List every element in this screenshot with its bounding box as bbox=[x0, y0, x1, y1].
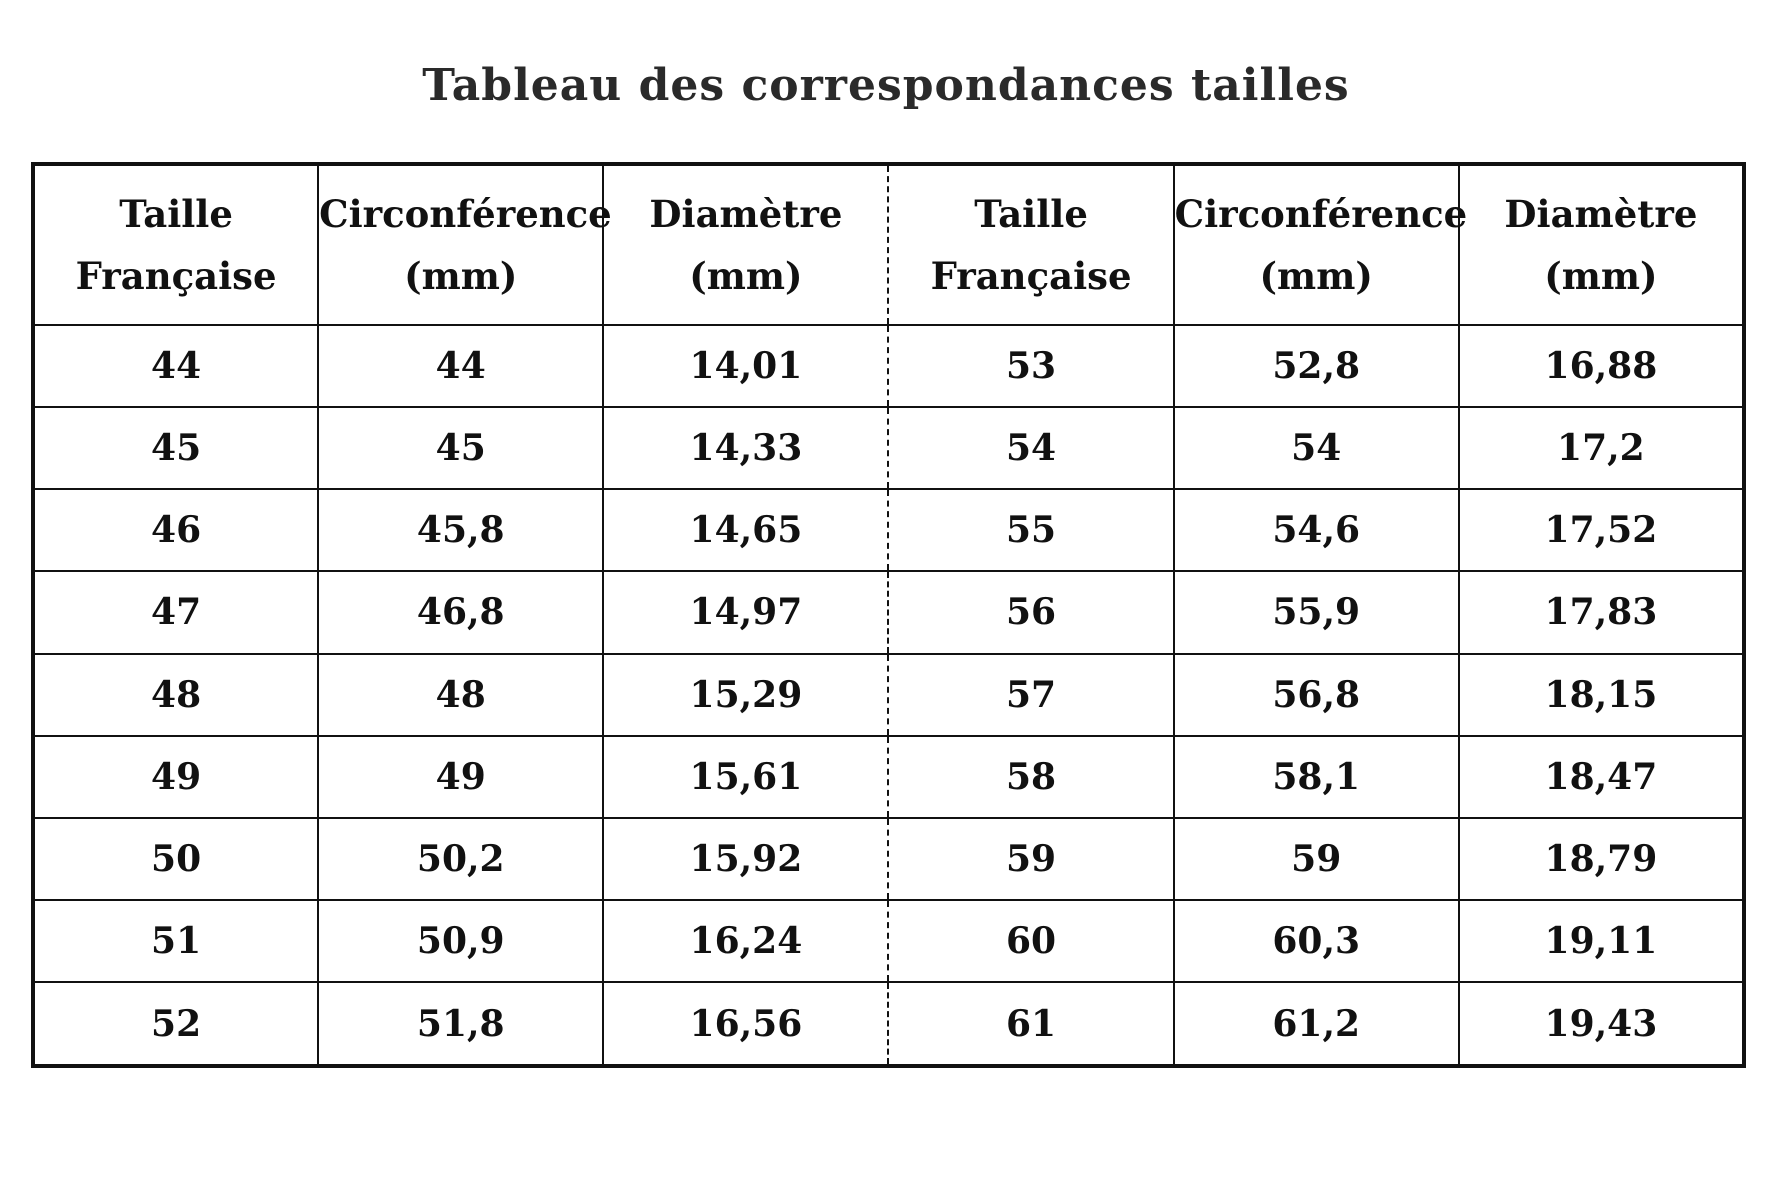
cell-diametre: 14,97 bbox=[603, 571, 888, 653]
cell-taille: 44 bbox=[33, 325, 318, 407]
cell-circonference: 50,2 bbox=[318, 818, 603, 900]
cell-taille: 48 bbox=[33, 654, 318, 736]
cell-diametre: 14,65 bbox=[603, 489, 888, 571]
cell-taille: 55 bbox=[888, 489, 1173, 571]
cell-diametre: 16,56 bbox=[603, 982, 888, 1066]
cell-circonference: 54 bbox=[1174, 407, 1459, 489]
cell-diametre: 17,83 bbox=[1459, 571, 1744, 653]
cell-taille: 49 bbox=[33, 736, 318, 818]
cell-circonference: 54,6 bbox=[1174, 489, 1459, 571]
cell-taille: 58 bbox=[888, 736, 1173, 818]
table-row bbox=[33, 818, 1744, 900]
cell-circonference: 60,3 bbox=[1174, 900, 1459, 982]
cell-diametre: 15,61 bbox=[603, 736, 888, 818]
cell-circonference: 56,8 bbox=[1174, 654, 1459, 736]
cell-circonference: 61,2 bbox=[1174, 982, 1459, 1066]
table-row bbox=[33, 489, 1744, 571]
table-row bbox=[33, 571, 1744, 653]
header-row bbox=[33, 164, 1744, 325]
header-unit: (mm) bbox=[1259, 254, 1373, 298]
header-unit: (mm) bbox=[689, 254, 803, 298]
cell-circonference: 52,8 bbox=[1174, 325, 1459, 407]
cell-taille: 60 bbox=[888, 900, 1173, 982]
header-unit: (mm) bbox=[1544, 254, 1658, 298]
cell-taille: 57 bbox=[888, 654, 1173, 736]
cell-taille: 54 bbox=[888, 407, 1173, 489]
table-row bbox=[33, 407, 1744, 489]
cell-circonference: 58,1 bbox=[1174, 736, 1459, 818]
cell-circonference: 50,9 bbox=[318, 900, 603, 982]
cell-taille: 52 bbox=[33, 982, 318, 1066]
cell-diametre: 18,47 bbox=[1459, 736, 1744, 818]
cell-taille: 61 bbox=[888, 982, 1173, 1066]
cell-circonference: 44 bbox=[318, 325, 603, 407]
cell-taille: 53 bbox=[888, 325, 1173, 407]
table-row bbox=[33, 982, 1744, 1066]
header-taille-francaise-left bbox=[33, 164, 318, 325]
header-label: Diamètre bbox=[649, 192, 843, 236]
cell-diametre: 18,15 bbox=[1459, 654, 1744, 736]
header-label: Circonférence bbox=[1174, 192, 1468, 236]
header-unit: (mm) bbox=[404, 254, 518, 298]
cell-diametre: 17,2 bbox=[1459, 407, 1744, 489]
cell-diametre: 19,43 bbox=[1459, 982, 1744, 1066]
cell-circonference: 46,8 bbox=[318, 571, 603, 653]
cell-circonference: 45 bbox=[318, 407, 603, 489]
header-label: Taille bbox=[119, 192, 233, 236]
header-label: Taille bbox=[974, 192, 1088, 236]
cell-taille: 59 bbox=[888, 818, 1173, 900]
cell-circonference: 51,8 bbox=[318, 982, 603, 1066]
page-title: Tableau des correspondances tailles bbox=[422, 60, 1350, 111]
cell-taille: 51 bbox=[33, 900, 318, 982]
header-circonference-right bbox=[1174, 164, 1468, 325]
cell-diametre: 17,52 bbox=[1459, 489, 1744, 571]
cell-diametre: 19,11 bbox=[1459, 900, 1744, 982]
cell-diametre: 16,88 bbox=[1459, 325, 1744, 407]
cell-taille: 45 bbox=[33, 407, 318, 489]
header-label: Française bbox=[930, 254, 1132, 298]
cell-taille: 46 bbox=[33, 489, 318, 571]
table-header bbox=[33, 164, 1744, 325]
size-correspondence-table bbox=[31, 162, 1746, 1068]
cell-taille: 50 bbox=[33, 818, 318, 900]
table-row bbox=[33, 736, 1744, 818]
cell-diametre: 16,24 bbox=[603, 900, 888, 982]
cell-circonference: 59 bbox=[1174, 818, 1459, 900]
cell-circonference: 49 bbox=[318, 736, 603, 818]
cell-diametre: 18,79 bbox=[1459, 818, 1744, 900]
cell-taille: 56 bbox=[888, 571, 1173, 653]
table-body bbox=[33, 325, 1744, 1066]
table-row bbox=[33, 900, 1744, 982]
cell-diametre: 15,92 bbox=[603, 818, 888, 900]
cell-circonference: 48 bbox=[318, 654, 603, 736]
header-label: Diamètre bbox=[1504, 192, 1698, 236]
cell-diametre: 14,33 bbox=[603, 407, 888, 489]
header-circonference-left bbox=[318, 164, 612, 325]
cell-circonference: 45,8 bbox=[318, 489, 603, 571]
header-label: Française bbox=[75, 254, 277, 298]
cell-diametre: 14,01 bbox=[603, 325, 888, 407]
header-diametre-right bbox=[1459, 164, 1744, 325]
cell-circonference: 55,9 bbox=[1174, 571, 1459, 653]
table-row bbox=[33, 654, 1744, 736]
table-row bbox=[33, 325, 1744, 407]
header-label: Circonférence bbox=[319, 192, 612, 236]
header-diametre-left bbox=[603, 164, 888, 325]
cell-diametre: 15,29 bbox=[603, 654, 888, 736]
cell-taille: 47 bbox=[33, 571, 318, 653]
header-taille-francaise-right bbox=[888, 164, 1173, 325]
